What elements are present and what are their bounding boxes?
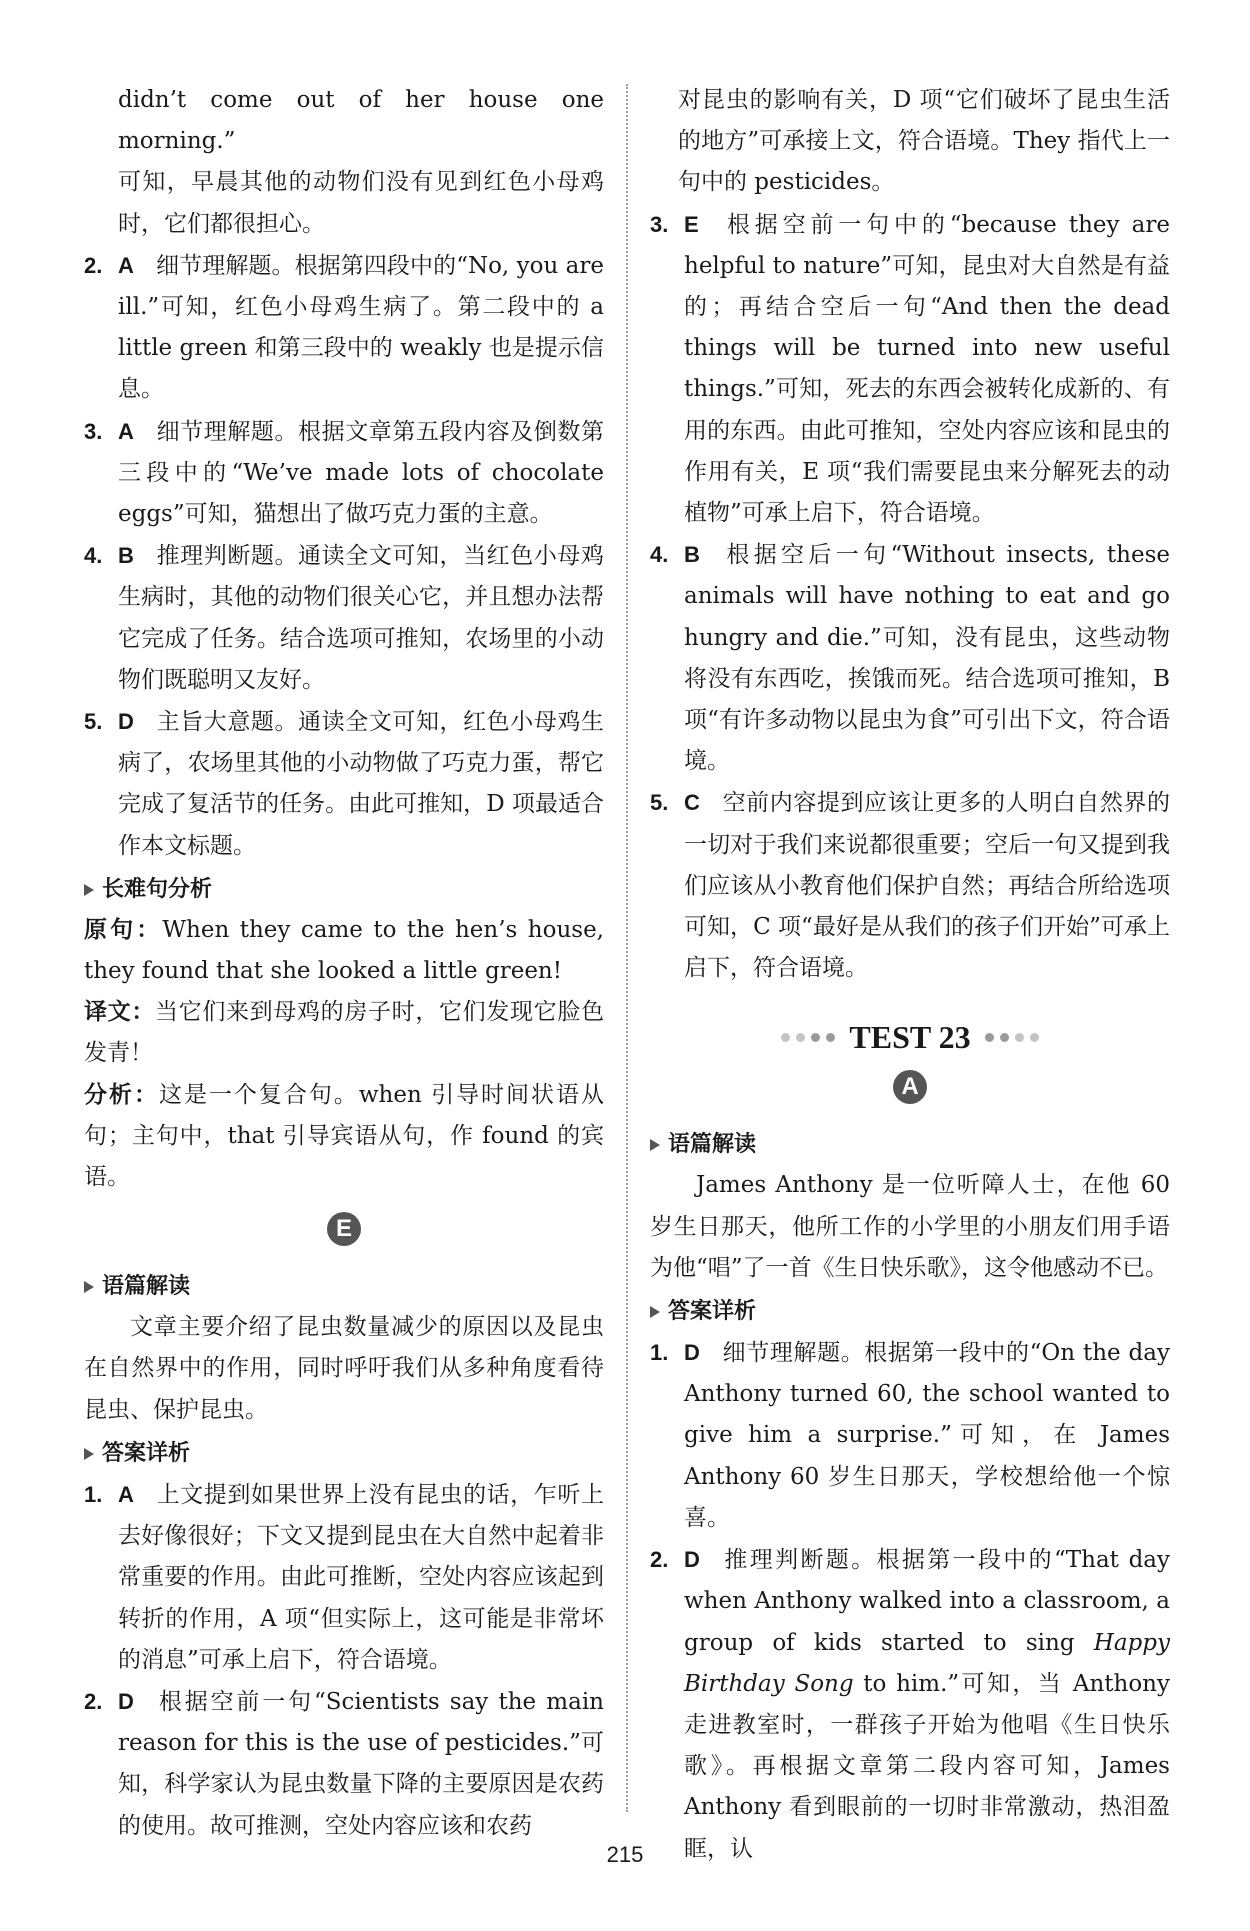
- answer-letter: E: [684, 211, 699, 237]
- item-number: 2.: [84, 1688, 103, 1714]
- answer-item: [84, 701, 604, 867]
- answer-letter: D: [118, 1688, 134, 1714]
- translation-text: 当它们来到母鸡的房子时，它们发现它脸色发青！: [84, 999, 605, 1067]
- answer-explanation: 推理判断题。根据第一段中的“That day when Anthony walked into a classroom, a group of kids started to sing: [684, 1547, 1170, 1656]
- item-number: 4.: [650, 542, 669, 568]
- answer-explanation: 细节理解题。根据文章第五段内容及倒数第三段中的“We’ve made lots of chocolate eggs”可知，猫想出了做巧克力蛋的主意。: [118, 418, 604, 528]
- triangle-bullet-icon: [84, 1448, 94, 1460]
- answer-item: [84, 1681, 604, 1847]
- item-number: 5.: [84, 709, 103, 735]
- answer-item: [650, 204, 1170, 535]
- answer-explanation-cont: to him.”可知，当 Anthony 走进教室时，一群孩子开始为他唱《生日快乐歌》。再根据文章第二段内容可知，James Anthony 看到眼前的一切时非常激动，热泪盈眶，认: [684, 1670, 1170, 1862]
- page-number: 215: [606, 1842, 644, 1867]
- answer-explanation: 主旨大意题。通读全文可知，红色小母鸡生病了，农场里其他的小动物做了巧克力蛋，帮它完成了复活节的任务。由此可推知，D 项最适合作本文标题。: [118, 709, 604, 859]
- translation-label: 译文：: [84, 999, 155, 1026]
- reading-heading: [84, 1266, 604, 1307]
- item-number: 1.: [650, 1340, 669, 1366]
- answer-explanation: 空前内容提到应该让更多的人明白自然界的一切对于我们来说都很重要；空后一句又提到我们应该从小教育他们保护自然；再结合所给选项可知，C 项“最好是从我们的孩子们开始”可承上启下，符合语境。: [684, 790, 1170, 982]
- heading-label: 语篇解读: [668, 1132, 757, 1158]
- answer-item: [84, 411, 604, 536]
- right-column: [650, 80, 1170, 1870]
- answer-explanation: 细节理解题。根据第四段中的“No, you are ill.”可知，红色小母鸡生病了。第二段中的 a little green 和第三段中的 weakly 也是提示信息。: [118, 252, 604, 403]
- original-label: 原句：: [84, 916, 163, 943]
- answer-explanation: 根据空前一句“Scientists say the main reason for this is the use of pesticides.”可知，科学家认为昆虫数量下降的主要原因是农药的使用。故可推测，空处内容应该和农药: [118, 1688, 604, 1839]
- triangle-bullet-icon: [84, 884, 94, 896]
- answer-letter: D: [684, 1340, 700, 1366]
- answer-letter: C: [684, 790, 700, 816]
- triangle-bullet-icon: [650, 1139, 660, 1151]
- triangle-bullet-icon: [650, 1306, 660, 1318]
- test-title: [650, 1019, 1170, 1056]
- item-number: 2.: [650, 1547, 669, 1573]
- analysis: [84, 1075, 604, 1199]
- answer-letter: A: [118, 252, 134, 278]
- heading-label: 答案详析: [102, 1440, 191, 1466]
- continued-explanation: 可知，早晨其他的动物们没有见到红色小母鸡时，它们都很担心。: [118, 169, 604, 237]
- answer-item: [650, 534, 1170, 782]
- analysis-label: 分析：: [84, 1081, 159, 1108]
- heading-label: 答案详析: [668, 1299, 757, 1325]
- section-letter-badge: E: [327, 1212, 361, 1246]
- item-number: 4.: [84, 543, 103, 569]
- test-title-text: TEST 23: [849, 1019, 971, 1056]
- long-sentence-heading: [84, 869, 604, 910]
- answer-item: [84, 245, 604, 411]
- answer-item: [650, 1332, 1170, 1539]
- section-letter-badge: A: [893, 1070, 927, 1104]
- reading-heading: [650, 1124, 1170, 1165]
- reading-summary: James Anthony 是一位听障人士，在他 60 岁生日那天，他所工作的小学里的小朋友们用手语为他“唱”了一首《生日快乐歌》，这令他感动不已。: [650, 1172, 1170, 1281]
- continued-text: 对昆虫的影响有关，D 项“它们破坏了昆虫生活的地方”可承接上文，符合语境。They 指代上一句中的 pesticides。: [678, 87, 1170, 196]
- original-sentence: [84, 910, 604, 992]
- answers-heading: [650, 1291, 1170, 1332]
- reading-summary: 文章主要介绍了昆虫数量减少的原因以及昆虫在自然界中的作用，同时呼吁我们从多种角度看待昆虫、保护昆虫。: [84, 1314, 604, 1423]
- item-number: 3.: [650, 211, 669, 237]
- triangle-bullet-icon: [84, 1281, 94, 1293]
- heading-label: 长难句分析: [102, 876, 213, 902]
- item-number: 5.: [650, 790, 669, 816]
- continued-text: [84, 80, 604, 245]
- answer-explanation: 上文提到如果世界上没有昆虫的话，乍听上去好像很好；下文又提到昆虫在大自然中起着非常重要的作用。由此可推断，空处内容应该起到转折的作用，A 项“但实际上，这可能是非常坏的消息”可承上启下，符合语境。: [118, 1481, 604, 1673]
- answer-explanation: 推理判断题。通读全文可知，当红色小母鸡生病时，其他的动物们很关心它，并且想办法帮它完成了任务。结合选项可推知，农场里的小动物们既聪明又友好。: [118, 543, 604, 693]
- right-dots-ornament: [985, 1033, 1039, 1042]
- item-number: 3.: [84, 418, 103, 444]
- left-dots-ornament: [781, 1033, 835, 1042]
- analysis-text: 这是一个复合句。when 引导时间状语从句；主句中，that 引导宾语从句，作 found 的宾语。: [84, 1081, 604, 1191]
- answer-letter: D: [118, 709, 134, 735]
- answer-letter: B: [684, 542, 700, 568]
- answer-item: [84, 1474, 604, 1681]
- column-divider: [626, 84, 628, 1812]
- answer-item: [650, 782, 1170, 989]
- answer-item: [84, 535, 604, 701]
- answer-letter: A: [118, 1481, 134, 1507]
- answer-explanation: 根据空前一句中的“because they are helpful to nature”可知，昆虫对大自然是有益的；再结合空后一句“And then the dead things will be turned into new useful things.”可知，死去的东西会被转化成新的、有用的东西。由此可推知，空处内容应该和昆虫的作用有关，E 项“我们需要昆虫来分解死去的动植物”可承上启下，符合语境。: [684, 211, 1170, 527]
- heading-label: 语篇解读: [102, 1274, 191, 1300]
- answer-letter: A: [118, 418, 134, 444]
- song-title: Happy Birthday Song: [684, 1629, 1170, 1697]
- answer-letter: B: [118, 543, 134, 569]
- left-column: [84, 80, 604, 1847]
- item-number: 1.: [84, 1481, 103, 1507]
- answer-item: [650, 1539, 1170, 1870]
- answers-heading: [84, 1433, 604, 1474]
- continued-quote: didn’t come out of her house one morning.”: [118, 87, 604, 155]
- answer-explanation: 根据空后一句“Without insects, these animals will have nothing to eat and go hungry and die.”可知，没有昆虫，这些动物将没有东西吃，挨饿而死。结合选项可推知，B 项“有许多动物以昆虫为食”可引出下文，符合语境。: [684, 542, 1170, 775]
- original-text: When they came to the hen’s house, they found that she looked a little green!: [84, 916, 604, 985]
- item-number: 2.: [84, 252, 103, 278]
- answer-letter: D: [684, 1547, 700, 1573]
- answer-explanation: 细节理解题。根据第一段中的“On the day Anthony turned 60, the school wanted to give him a surprise.”可知，在 James Anthony 60 岁生日那天，学校想给他一个惊喜。: [684, 1340, 1170, 1531]
- translation: [84, 992, 604, 1074]
